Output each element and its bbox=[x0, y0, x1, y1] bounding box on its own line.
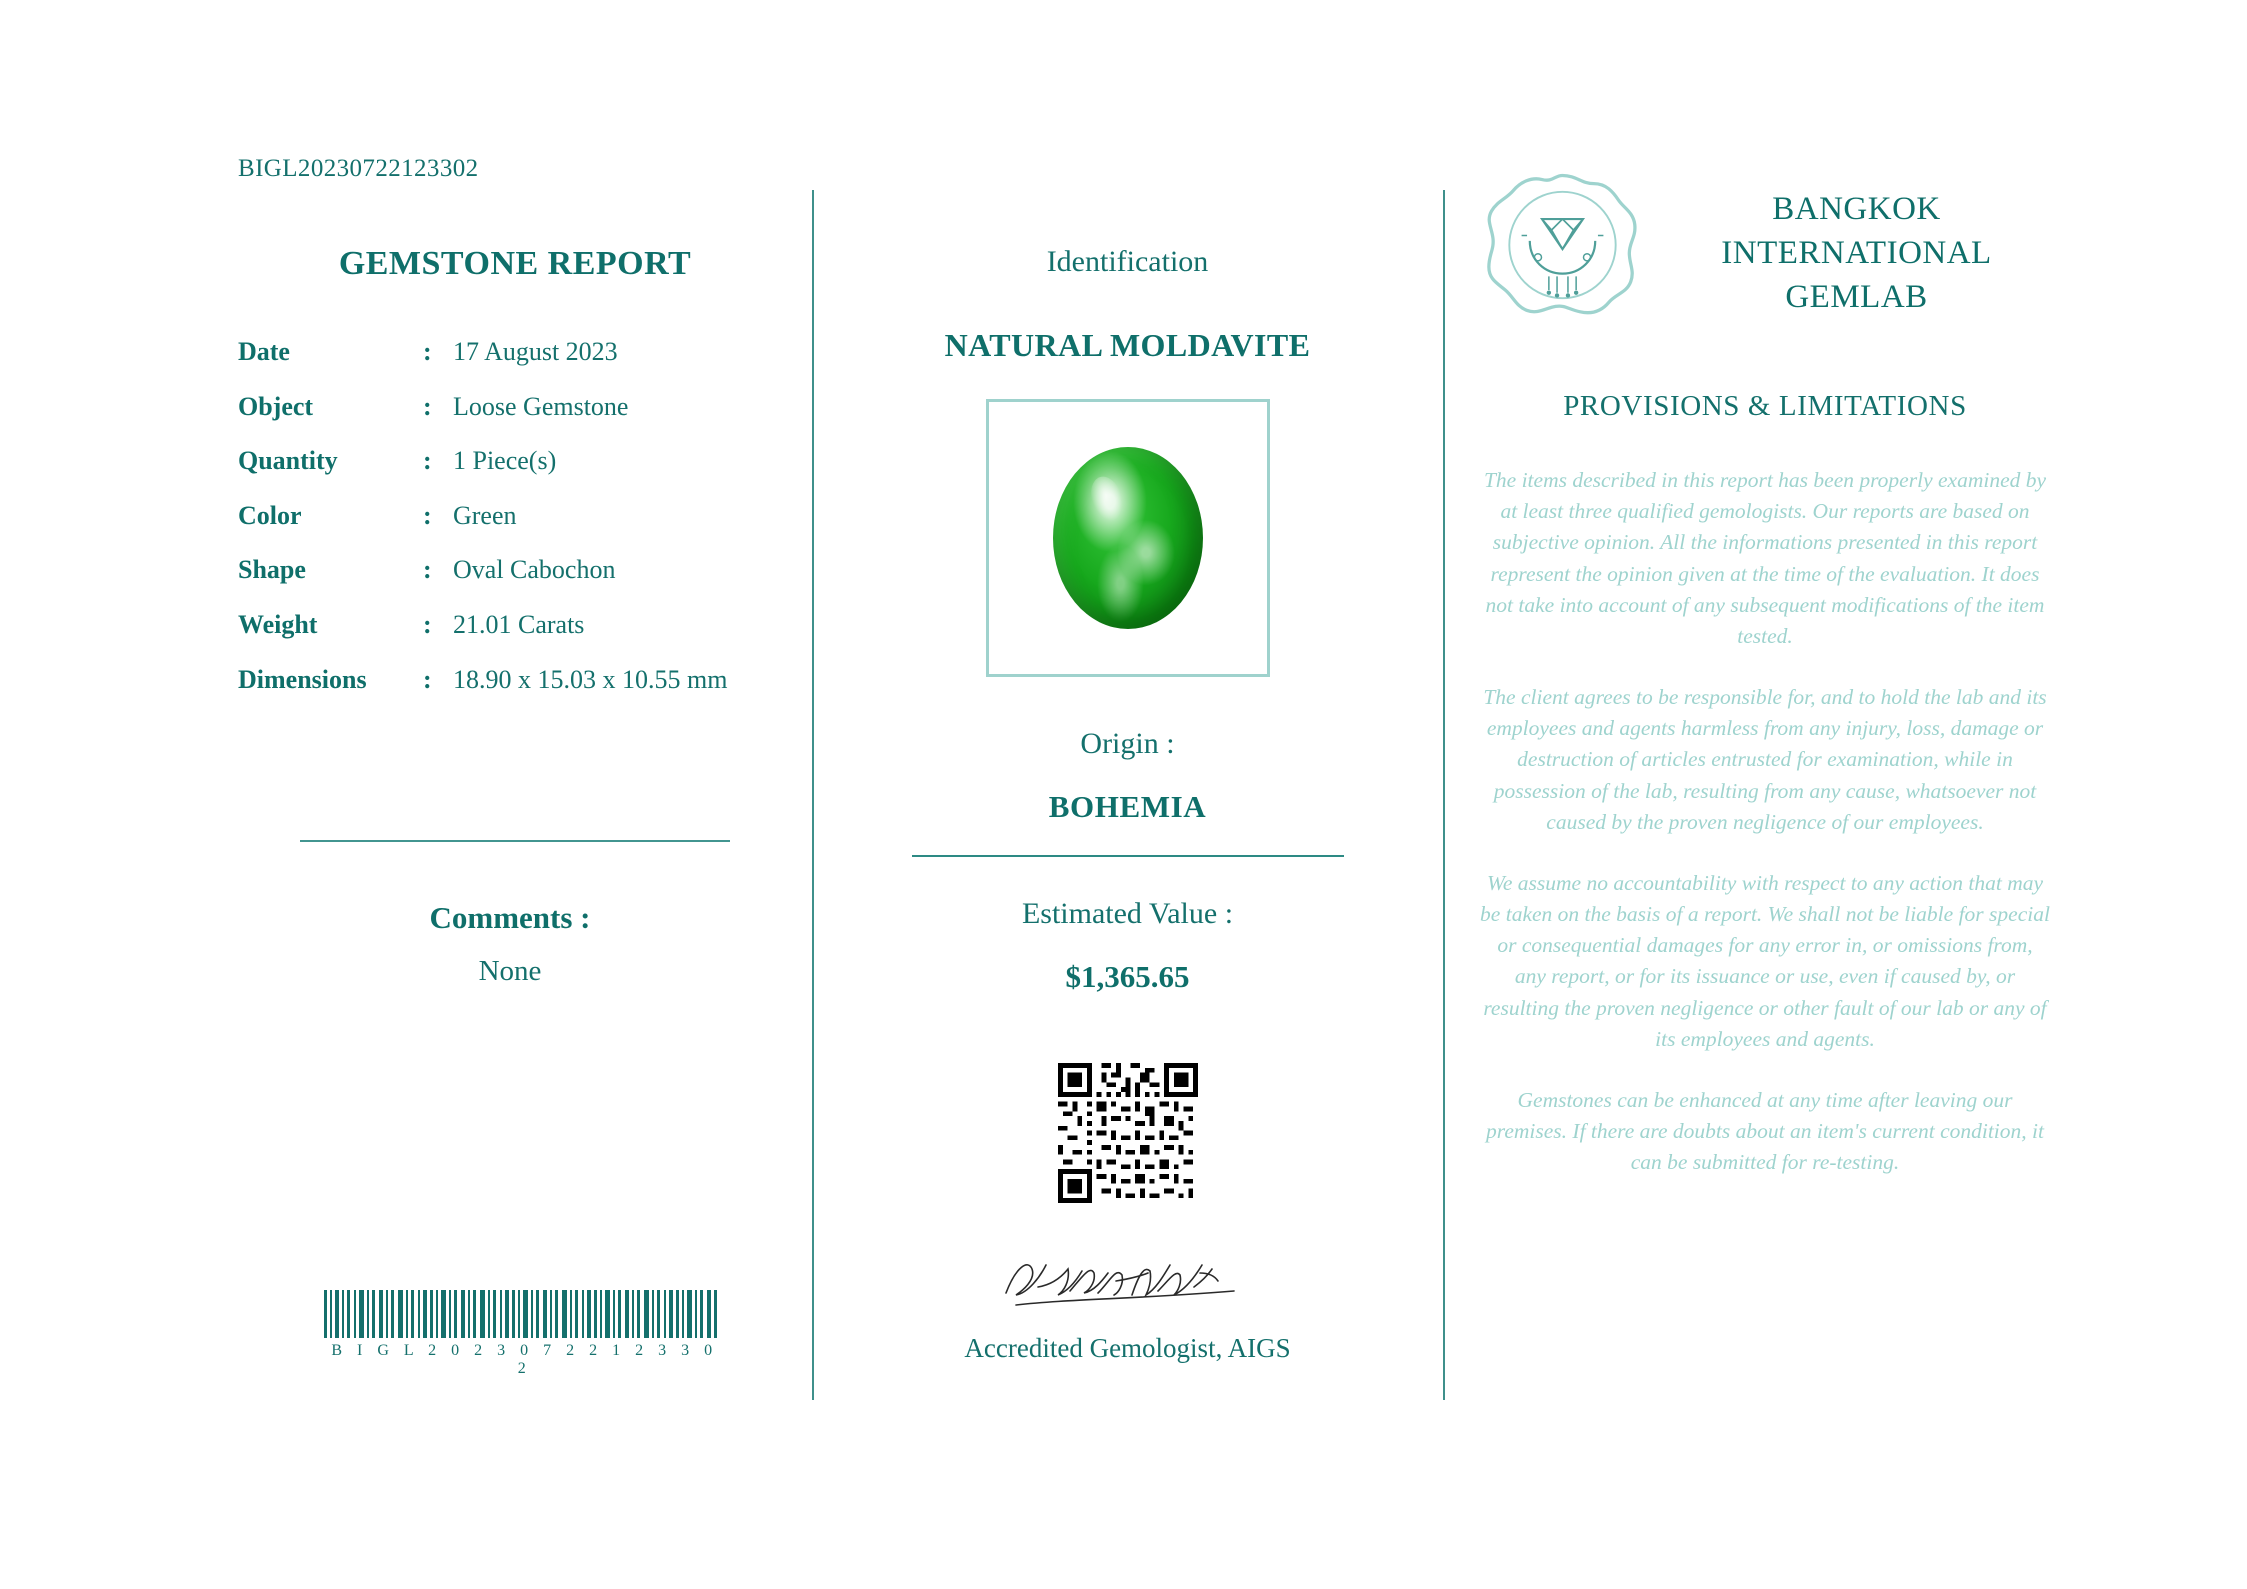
gemstone-photo bbox=[1053, 447, 1203, 629]
barcode-icon bbox=[322, 1290, 722, 1338]
brand-header bbox=[1480, 170, 2050, 320]
table-row bbox=[238, 338, 798, 393]
gemlab-logo-icon bbox=[1480, 170, 1645, 320]
provisions-paragraph: The items described in this report has been properly examined by at least three qualified gemologists. Our reports are based on subjective opinion. All the informations presented in this report represent the opinion given at the time of the evaluation. It does not take into account of any subsequent modifications of the item tested. bbox=[1483, 468, 2047, 648]
middle-column bbox=[845, 245, 1410, 1364]
spec-colon: : bbox=[423, 500, 432, 530]
middle-divider-rule bbox=[912, 855, 1344, 857]
gemologist-signature-icon bbox=[998, 1247, 1258, 1317]
spec-label-object: Object bbox=[238, 391, 314, 421]
origin-label: Origin : bbox=[1080, 727, 1175, 760]
provisions-paragraph: We assume no accountability with respect to any action that may be taken on the basis of a report. We shall not be liable for special or consequential damages for any error in, or omissions from, any report, or for its issuance or use, even if caused by, or resulting the proven negligence or other fault of our lab or any of its employees and agents. bbox=[1480, 870, 2050, 1051]
spec-value-quantity: 1 Piece(s) bbox=[453, 446, 557, 476]
gemstone-spec-table bbox=[238, 338, 798, 720]
gem-image-frame bbox=[986, 399, 1270, 677]
brand-name: BANGKOK INTERNATIONAL GEMLAB bbox=[1721, 191, 1992, 315]
left-divider-rule bbox=[300, 840, 730, 842]
spec-label-weight: Weight bbox=[238, 609, 318, 639]
report-number: BIGL20230722123302 bbox=[238, 155, 479, 182]
provisions-paragraph: The client agrees to be responsible for, and to hold the lab and its employees and agents harmless from any injury, loss, damage or destruction of articles entrusted for examination, while in possession of the lab, resulting from any cause, whatsoever not caused by the proven negligence of our employees. bbox=[1483, 685, 2047, 834]
comments-value: None bbox=[478, 955, 542, 987]
spec-label-color: Color bbox=[238, 500, 302, 530]
estimated-value-amount: $1,365.65 bbox=[1065, 959, 1190, 994]
column-divider-right bbox=[1443, 190, 1445, 1400]
comments-label: Comments : bbox=[429, 900, 591, 935]
spec-value-color: Green bbox=[453, 500, 517, 530]
table-row bbox=[238, 611, 798, 666]
gem-name: NATURAL MOLDAVITE bbox=[944, 327, 1311, 363]
table-row bbox=[238, 502, 798, 557]
provisions-paragraph: Gemstones can be enhanced at any time after leaving our premises. If there are doubts about an item's current condition, it can be submitted for re-testing. bbox=[1486, 1087, 2044, 1175]
spec-value-date: 17 August 2023 bbox=[453, 337, 618, 366]
spec-label-date: Date bbox=[238, 337, 290, 366]
page-title: GEMSTONE REPORT bbox=[338, 245, 692, 282]
qr-code-icon[interactable] bbox=[1058, 1063, 1198, 1203]
table-row bbox=[238, 556, 798, 611]
spec-value-weight: 21.01 Carats bbox=[453, 609, 585, 639]
origin-value: BOHEMIA bbox=[1048, 789, 1207, 824]
estimated-value-label: Estimated Value : bbox=[1021, 897, 1234, 930]
table-row bbox=[238, 447, 798, 502]
spec-colon: : bbox=[423, 446, 432, 476]
spec-colon: : bbox=[423, 609, 432, 639]
barcode-text: B I G L 2 0 2 3 0 7 2 2 1 2 3 3 0 2 bbox=[331, 1342, 718, 1377]
barcode-area bbox=[322, 1290, 727, 1378]
spec-label-quantity: Quantity bbox=[238, 446, 338, 476]
left-column bbox=[230, 245, 790, 720]
spec-value-shape: Oval Cabochon bbox=[453, 555, 616, 585]
gemologist-caption: Accredited Gemologist, AIGS bbox=[964, 1333, 1291, 1363]
spec-label-dimensions: Dimensions bbox=[238, 664, 367, 694]
table-row bbox=[238, 393, 798, 448]
provisions-title: PROVISIONS & LIMITATIONS bbox=[1563, 390, 1967, 422]
right-column bbox=[1480, 170, 2050, 1178]
provisions-body bbox=[1480, 465, 2050, 1178]
table-row bbox=[238, 666, 798, 721]
identification-label: Identification bbox=[1046, 245, 1209, 278]
spec-colon: : bbox=[423, 664, 432, 694]
spec-colon: : bbox=[423, 555, 432, 585]
spec-colon: : bbox=[423, 391, 432, 421]
spec-colon: : bbox=[423, 337, 432, 366]
spec-value-dimensions: 18.90 x 15.03 x 10.55 mm bbox=[453, 664, 728, 694]
column-divider-left bbox=[812, 190, 814, 1400]
spec-label-shape: Shape bbox=[238, 555, 306, 585]
spec-value-object: Loose Gemstone bbox=[453, 391, 629, 421]
